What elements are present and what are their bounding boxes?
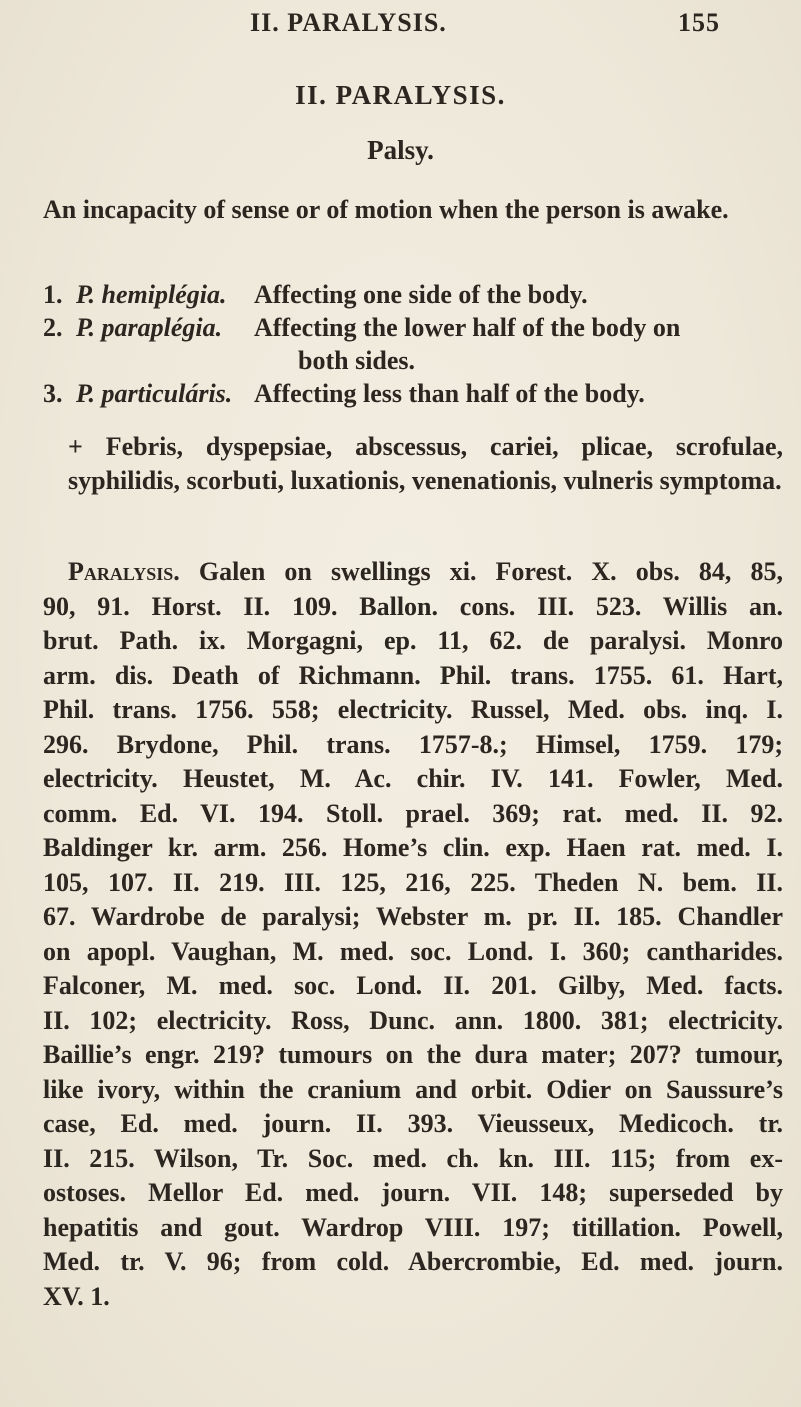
- reference-line: hepatitis and gout. Wardrop VIII. 197; titillation. Powell,: [43, 1212, 783, 1242]
- references-heading: Paralysis.: [68, 557, 180, 586]
- reference-line: Baldinger kr. arm. 256. Home’s clin. exp. Haen rat. med. I.: [43, 833, 783, 862]
- page-number: 155: [678, 8, 720, 37]
- reference-line: brut. Path. ix. Morgagni, ep. 11, 62. de paralysi. Monro: [43, 626, 783, 655]
- reference-line: arm. dis. Death of Richmann. Phil. trans. 1755. 61. Hart,: [43, 660, 783, 690]
- causes-text: + Febris, dyspepsiae, abscessus, cariei, plicae, scrofulae, syphilidis, scorbuti, luxationis, venenationis, vulneris symptoma.: [68, 432, 783, 495]
- species-list: [43, 280, 783, 412]
- reference-line: Paralysis. Galen on swellings xi. Forest. X. obs. 84, 85,: [68, 557, 784, 586]
- reference-line: 67. Wardrobe de paralysi; Webster m. pr. II. 185. Chandler: [43, 902, 783, 931]
- reference-line: XV. 1.: [43, 1281, 110, 1311]
- reference-line: ostoses. Mellor Ed. med. journ. VII. 148; superseded by: [43, 1178, 783, 1207]
- references-paragraph: [43, 555, 783, 1314]
- species-name: P. particuláris.: [76, 379, 233, 408]
- species-item-continuation: [43, 346, 783, 379]
- reference-line: II. 215. Wilson, Tr. Soc. med. ch. kn. III. 115; from ex-: [43, 1143, 783, 1173]
- reference-line: comm. Ed. VI. 194. Stoll. prael. 369; rat. med. II. 92.: [43, 798, 783, 828]
- species-description: Affecting one side of the body.: [254, 280, 588, 309]
- reference-line: II. 102; electricity. Ross, Dunc. ann. 1800. 381; electricity.: [43, 1005, 783, 1035]
- reference-line: 90, 91. Horst. II. 109. Ballon. cons. III. 523. Willis an.: [43, 591, 783, 621]
- species-description: Affecting the lower half of the body on: [254, 313, 681, 342]
- reference-line: Falconer, M. med. soc. Lond. II. 201. Gilby, Med. facts.: [43, 971, 783, 1000]
- reference-line: 105, 107. II. 219. III. 125, 216, 225. Theden N. bem. II.: [43, 867, 783, 897]
- species-item: [43, 280, 783, 313]
- species-name: P. paraplégia.: [76, 313, 223, 342]
- species-item: [43, 313, 783, 346]
- species-number: 2.: [43, 313, 63, 342]
- reference-line: 296. Brydone, Phil. trans. 1757-8.; Himsel, 1759. 179;: [43, 729, 783, 759]
- definition: An incapacity of sense or of motion when the person is awake.: [43, 195, 729, 224]
- reference-line: Med. tr. V. 96; from cold. Abercrombie, Ed. med. journ.: [43, 1247, 783, 1276]
- reference-line: like ivory, within the cranium and orbit. Odier on Saussure’s: [43, 1074, 783, 1104]
- species-number: 1.: [43, 280, 63, 309]
- section-title: II. PARALYSIS.: [295, 80, 506, 110]
- reference-line: case, Ed. med. journ. II. 393. Vieusseux, Medicoch. tr.: [43, 1109, 783, 1138]
- running-head-title: II. PARALYSIS.: [250, 8, 447, 37]
- causes-paragraph: [43, 430, 783, 498]
- species-number: 3.: [43, 379, 63, 408]
- species-item: [43, 379, 783, 412]
- reference-line: on apopl. Vaughan, M. med. soc. Lond. I. 360; cantharides.: [43, 936, 783, 966]
- species-name: P. hemiplégia.: [76, 280, 227, 309]
- species-description: Affecting less than half of the body.: [254, 379, 645, 408]
- species-description-continued: both sides.: [298, 346, 416, 375]
- reference-line: Baillie’s engr. 219? tumours on the dura mater; 207? tumour,: [43, 1040, 783, 1069]
- reference-line: electricity. Heustet, M. Ac. chir. IV. 141. Fowler, Med.: [43, 764, 783, 793]
- reference-line: Phil. trans. 1756. 558; electricity. Russel, Med. obs. inq. I.: [43, 695, 783, 724]
- section-subtitle: Palsy.: [367, 135, 434, 165]
